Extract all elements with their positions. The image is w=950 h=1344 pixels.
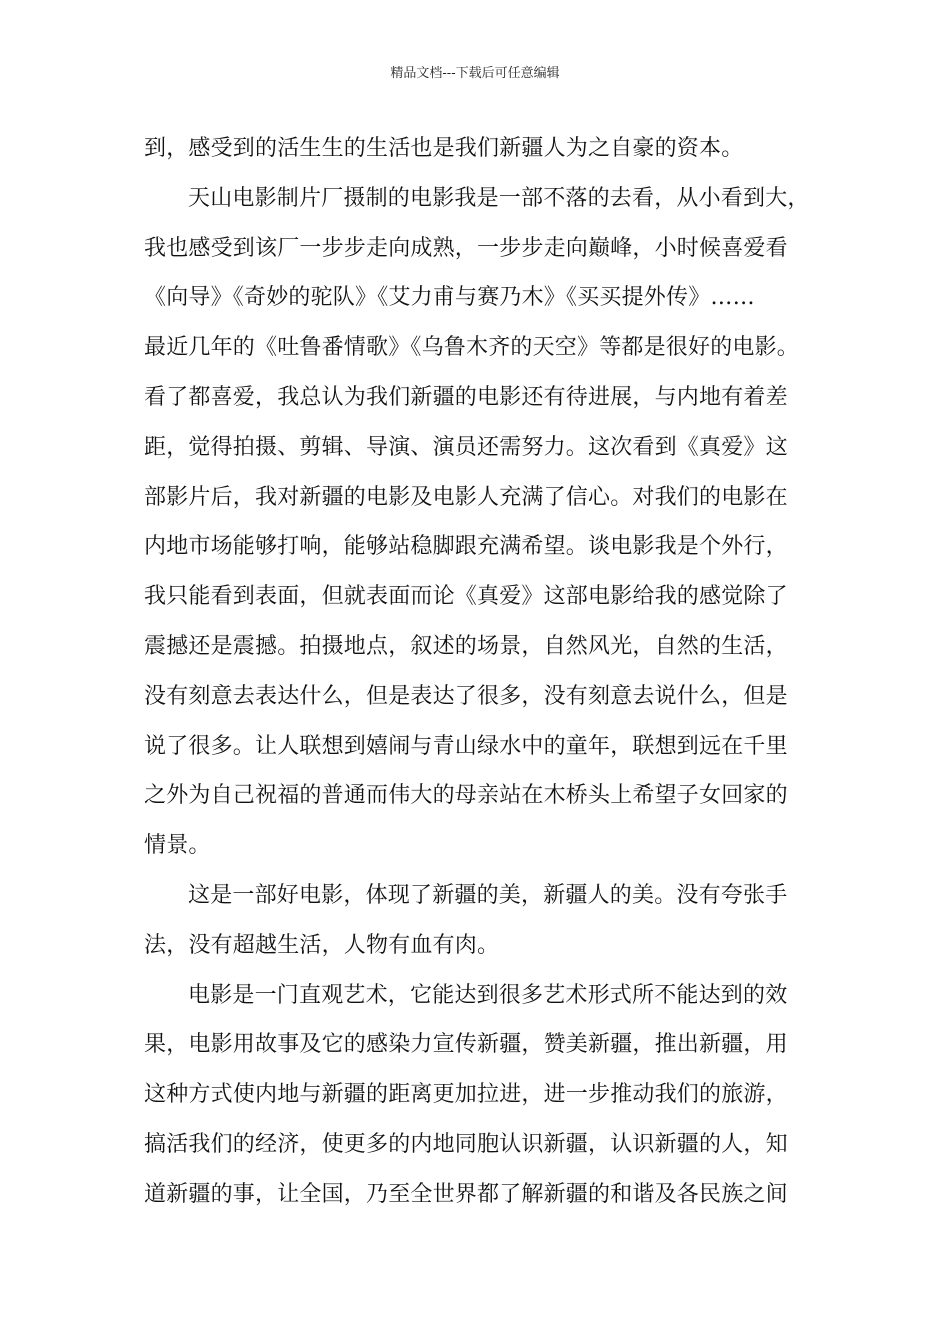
text-line: 果，电影用故事及它的感染力宣传新疆，赞美新疆，推出新疆，用 <box>144 1032 788 1058</box>
text-line: 我也感受到该厂一步步走向成熟，一步步走向巅峰，小时候喜爱看 <box>144 235 788 261</box>
text-line: 这种方式使内地与新疆的距离更加拉进，进一步推动我们的旅游， <box>144 1082 788 1108</box>
text-line: 搞活我们的经济，使更多的内地同胞认识新疆，认识新疆的人，知 <box>144 1131 788 1157</box>
text-line: 距，觉得拍摄、剪辑、导演、演员还需努力。这次看到《真爱》这 <box>144 434 788 460</box>
text-line: 之外为自己祝福的普通而伟大的母亲站在木桥头上希望子女回家的 <box>144 783 788 809</box>
text-line: 内地市场能够打响，能够站稳脚跟充满希望。谈电影我是个外行， <box>144 534 788 560</box>
text-line: 我只能看到表面，但就表面而论《真爱》这部电影给我的感觉除了 <box>144 584 788 610</box>
text-line: 道新疆的事，让全国，乃至全世界都了解新疆的和谐及各民族之间 <box>144 1181 788 1207</box>
page-header: 精品文档---下载后可任意编辑 <box>390 66 560 81</box>
text-line: 部影片后，我对新疆的电影及电影人充满了信心。对我们的电影在 <box>144 484 788 510</box>
body-text <box>144 129 809 1225</box>
text-line: 看了都喜爱，我总认为我们新疆的电影还有待进展，与内地有着差 <box>144 384 788 410</box>
text-line: 情景。 <box>144 833 211 859</box>
text-line: 法，没有超越生活，人物有血有肉。 <box>144 932 500 958</box>
text-line: 到，感受到的活生生的生活也是我们新疆人为之自豪的资本。 <box>144 136 744 161</box>
text-line: 没有刻意去表达什么，但是表达了很多，没有刻意去说什么，但是 <box>144 683 788 709</box>
text-line: 震撼还是震撼。拍摄地点，叙述的场景，自然风光，自然的生活， <box>144 633 788 659</box>
paragraph-first-line: 这是一部好电影，体现了新疆的美，新疆人的美。没有夸张手 <box>188 882 788 908</box>
text-line: 《向导》《奇妙的驼队》《艾力甫与赛乃木》《买买提外传》…… <box>144 285 755 311</box>
text-line: 说了很多。让人联想到嬉闹与青山绿水中的童年，联想到远在千里 <box>144 733 788 759</box>
text-line: 最近几年的《吐鲁番情歌》《乌鲁木齐的天空》等都是很好的电影。 <box>144 335 800 361</box>
paragraph-first-line: 电影是一门直观艺术，它能达到很多艺术形式所不能达到的效 <box>188 982 788 1008</box>
paragraph-first-line: 天山电影制片厂摄制的电影我是一部不落的去看，从小看到大， <box>188 185 810 211</box>
